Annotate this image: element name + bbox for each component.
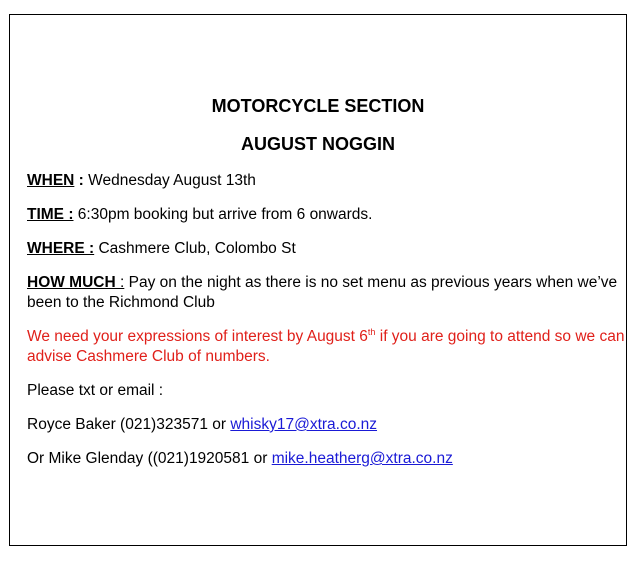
when-value: Wednesday August 13th <box>83 172 256 189</box>
notice-superscript: th <box>367 327 376 337</box>
notice-frame <box>9 14 627 546</box>
where-line <box>27 239 627 259</box>
where-label: WHERE : <box>27 240 95 257</box>
interest-notice <box>27 327 627 367</box>
section-title: MOTORCYCLE SECTION <box>211 96 425 116</box>
mike-email-link[interactable]: mike.heatherg@xtra.co.nz <box>271 450 453 467</box>
how-much-colon: : <box>120 274 125 291</box>
contact-mike <box>27 449 627 469</box>
notice-text-before: We need your expressions of interest by August 6 <box>27 328 368 345</box>
when-label: WHEN <box>27 172 75 189</box>
how-much-label: HOW MUCH <box>27 274 120 291</box>
contact-intro: Please txt or email : <box>27 382 164 399</box>
royce-text: Royce Baker (021)323571 or <box>27 416 231 433</box>
mike-text: Or Mike Glenday ((021)1920581 or <box>27 450 272 467</box>
time-label: TIME : <box>27 206 74 223</box>
royce-email-link[interactable]: whisky17@xtra.co.nz <box>230 416 378 433</box>
event-title: AUGUST NOGGIN <box>240 134 395 154</box>
how-much-line <box>27 273 627 313</box>
time-line <box>27 205 627 225</box>
where-value: Cashmere Club, Colombo St <box>94 240 296 257</box>
notice-text-after: if you are going to attend so we can advise Cashmere Club of numbers. <box>27 328 625 365</box>
contact-royce <box>27 415 627 435</box>
time-value: 6:30pm booking but arrive from 6 onwards. <box>73 206 373 223</box>
when-colon: : <box>74 172 84 189</box>
how-much-value: Pay on the night as there is no set menu as previous years when we’ve been to the Richmond Club <box>27 274 618 311</box>
when-line <box>27 171 627 191</box>
